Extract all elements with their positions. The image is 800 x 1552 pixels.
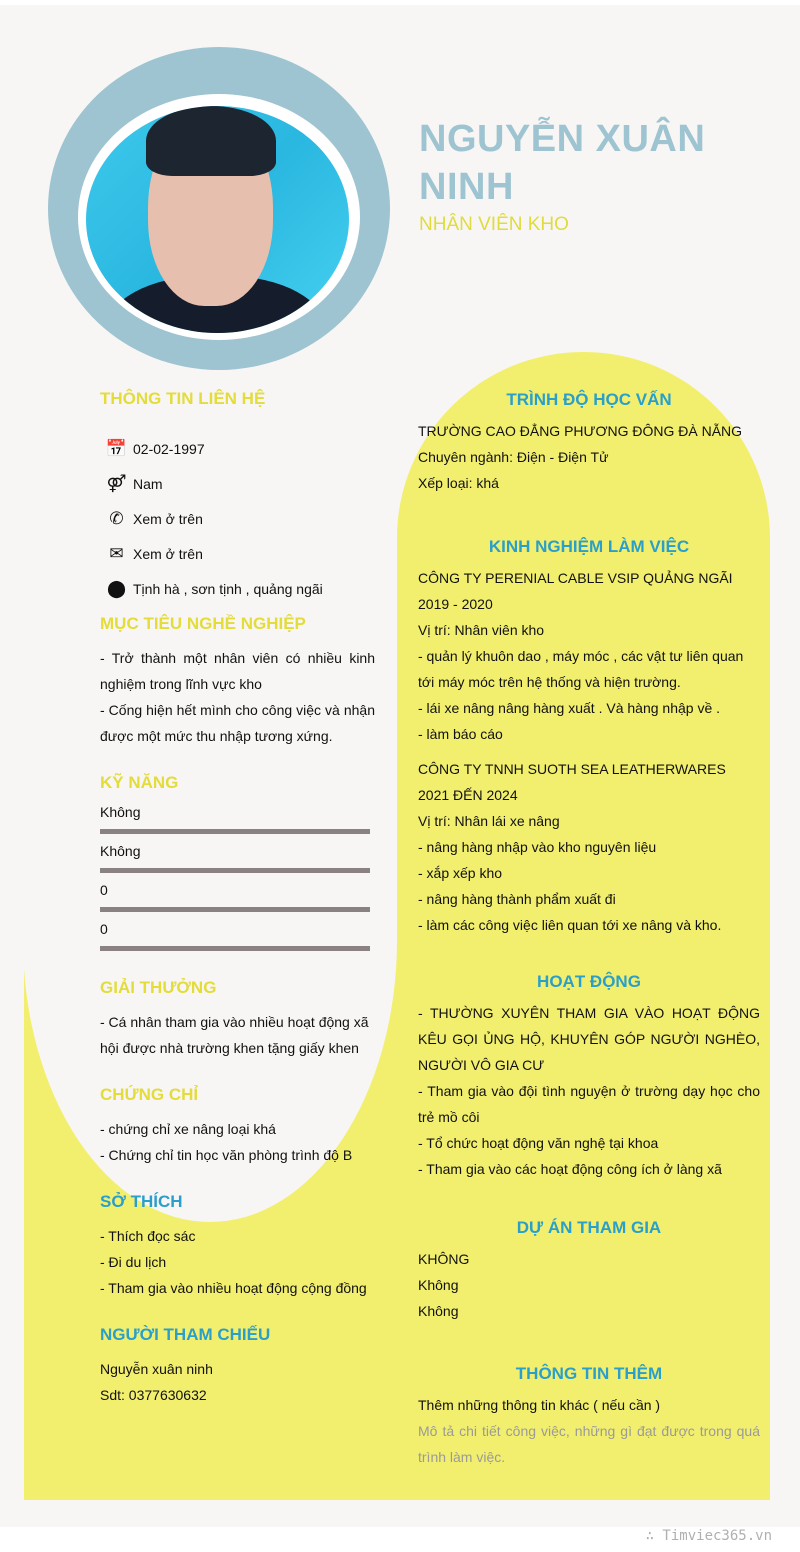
job-entry <box>418 565 760 747</box>
section-title: TRÌNH ĐỘ HỌC VẤN <box>506 390 672 409</box>
contact-item-phone: ✆ Xem ở trên <box>100 501 323 536</box>
job-duty: - xắp xếp kho <box>418 865 503 881</box>
job-title: NHÂN VIÊN KHO <box>419 214 569 235</box>
section-title: DỰ ÁN THAM GIA <box>516 1218 662 1237</box>
award-text: - Cá nhân tham gia vào nhiều hoạt động xã hội được nhà trường khen tặng giấy khen <box>100 1014 369 1056</box>
extra-info-placeholder: Mô tả chi tiết công việc, những gì đạt được trong quá trình làm việc. <box>418 1423 760 1465</box>
section-title: HOẠT ĐỘNG <box>537 972 641 991</box>
skills-section <box>100 771 375 951</box>
skill-label: 0 <box>100 921 108 937</box>
reference-item: Sdt: 0377630632 <box>100 1387 207 1403</box>
contact-item-gender: ⚤ Nam <box>100 466 323 501</box>
activity-item: - THƯỜNG XUYÊN THAM GIA VÀO HOẠT ĐỘNG KÊU GỌI ỦNG HỘ, KHUYÊN GÓP NGƯỜI NGHÈO, NGƯỜI VÔ GIA CƯ <box>418 1005 760 1073</box>
hobby-item: - Thích đọc sác <box>100 1228 196 1244</box>
avatar <box>86 106 349 333</box>
job-duty: - làm báo cáo <box>418 726 503 742</box>
project-item: Không <box>418 1303 459 1319</box>
awards-section <box>100 975 375 1061</box>
job-duty: - làm các công việc liên quan tới xe nâng và kho. <box>418 917 722 933</box>
contact-item-birthday: 📅 02-02-1997 <box>100 431 323 466</box>
project-item: KHÔNG <box>418 1251 470 1267</box>
calendar-icon: 📅 <box>105 438 128 458</box>
contact-section <box>100 387 375 411</box>
job-position: Vị trí: Nhân lái xe nâng <box>418 813 560 829</box>
extra-info-section <box>418 1361 760 1470</box>
activity-item: - Tham gia vào đội tình nguyện ở trường dạy học cho trẻ mồ côi <box>418 1083 760 1125</box>
skill-label: 0 <box>100 882 108 898</box>
reference-item: Nguyễn xuân ninh <box>100 1361 213 1377</box>
job-duty: - nâng hàng nhập vào kho nguyên liệu <box>418 839 657 855</box>
education-item: TRƯỜNG CAO ĐẲNG PHƯƠNG ĐÔNG ĐÀ NẴNG <box>418 423 743 439</box>
skill-label: Không <box>100 843 141 859</box>
hobbies-section <box>100 1189 375 1301</box>
extra-info-text: Thêm những thông tin khác ( nếu cần ) <box>418 1397 661 1413</box>
skill-bar <box>100 829 370 834</box>
projects-section <box>418 1215 760 1324</box>
job-period: 2021 ĐẾN 2024 <box>418 787 518 803</box>
section-title: NGƯỜI THAM CHIẾU <box>100 1325 271 1344</box>
job-duty: - lái xe nâng nâng hàng xuất . Và hàng nhập về . <box>418 700 721 716</box>
job-company: CÔNG TY TNNH SUOTH SEA LEATHERWARES <box>418 761 726 777</box>
education-item: Chuyên ngành: Điện - Điện Tử <box>418 449 609 465</box>
section-title: THÔNG TIN THÊM <box>515 1364 663 1383</box>
skill-label: Không <box>100 804 141 820</box>
email-icon: ✉ <box>109 543 124 563</box>
section-title: SỞ THÍCH <box>100 1192 183 1211</box>
certificate-item: - chứng chỉ xe nâng loại khá <box>100 1121 276 1137</box>
section-title: KINH NGHIỆM LÀM VIỆC <box>488 537 690 556</box>
location-icon: ⬤ <box>106 578 127 598</box>
objective-text: - Trở thành một nhân viên có nhiều kinh nghiệm trong lĩnh vực kho <box>100 650 375 692</box>
education-section <box>418 387 760 496</box>
job-duty: - quản lý khuôn dao , máy móc , các vật tư liên quan tới máy móc trên hệ thống và hiện trường. <box>418 648 744 690</box>
candidate-name: NGUYỄN XUÂN NINH <box>419 118 706 208</box>
contact-item-address: ⬤ Tịnh hà , sơn tịnh , quảng ngãi <box>100 571 323 606</box>
activity-item: - Tổ chức hoạt động văn nghệ tại khoa <box>418 1135 659 1151</box>
watermark: ∴ Timviec365.vn <box>645 1528 772 1544</box>
job-company: CÔNG TY PERENIAL CABLE VSIP QUẢNG NGÃI <box>418 570 733 586</box>
section-title: THÔNG TIN LIÊN HỆ <box>100 389 266 408</box>
skill-bar <box>100 946 370 951</box>
education-item: Xếp loại: khá <box>418 475 499 491</box>
hobby-item: - Tham gia vào nhiều hoạt động cộng đồng <box>100 1280 367 1296</box>
job-duty: - nâng hàng thành phẩm xuất đi <box>418 891 616 907</box>
gender-icon: ⚤ <box>106 473 127 493</box>
section-title: KỸ NĂNG <box>100 773 179 792</box>
activities-section <box>418 969 760 1182</box>
objective-text: - Cống hiện hết mình cho công việc và nhận được một mức thu nhập tương xứng. <box>100 702 375 744</box>
experience-section <box>418 534 760 938</box>
objective-section <box>100 612 375 749</box>
activity-item: - Tham gia vào các hoạt động công ích ở làng xã <box>418 1161 722 1177</box>
certificate-item: - Chứng chỉ tin học văn phòng trình độ B <box>100 1147 353 1163</box>
skill-bar <box>100 907 370 912</box>
job-position: Vị trí: Nhân viên kho <box>418 622 545 638</box>
section-title: GIẢI THƯỞNG <box>100 978 217 997</box>
hobby-item: - Đi du lịch <box>100 1254 167 1270</box>
project-item: Không <box>418 1277 459 1293</box>
job-entry <box>418 756 760 938</box>
skill-bar <box>100 868 370 873</box>
phone-icon: ✆ <box>109 508 124 528</box>
certificates-section <box>100 1082 375 1168</box>
section-title: MỤC TIÊU NGHỀ NGHIỆP <box>100 614 306 633</box>
contact-list <box>100 431 323 606</box>
section-title: CHỨNG CHỈ <box>100 1085 199 1104</box>
contact-item-email: ✉ Xem ở trên <box>100 536 323 571</box>
references-section <box>100 1322 375 1408</box>
job-period: 2019 - 2020 <box>418 596 493 612</box>
